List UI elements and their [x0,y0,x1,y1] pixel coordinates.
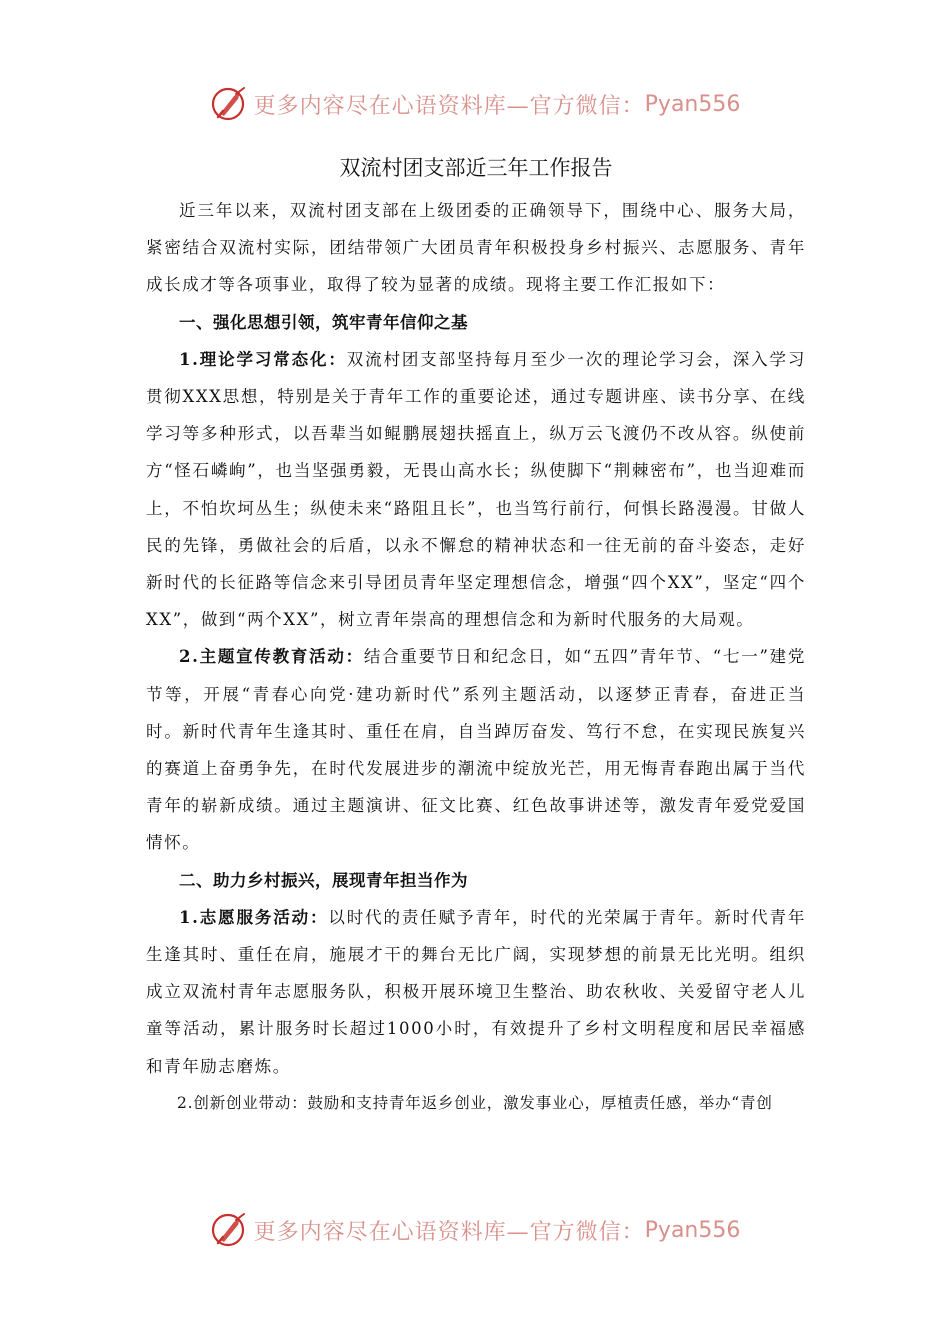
section-2-item-2: 2.创新创业带动：鼓励和支持青年返乡创业，激发事业心，厚植责任感，举办“青创 [177,1093,773,1112]
watermark-text: 更多内容尽在心语资料库—官方微信： [253,1219,645,1245]
watermark-text: 更多内容尽在心语资料库—官方微信： [253,93,645,119]
document-title: 双流村团支部近三年工作报告 [339,156,613,180]
section-1-item-1-lead: 1.理论学习常态化： [179,349,347,369]
watermark-id: Pyan556 [644,1217,741,1243]
watermark-footer [0,1208,950,1252]
document-body [146,150,806,1122]
section-1-item-2-body: 结合重要节日和纪念日，如“五四”青年节、“七一”建党节等，开展“青春心向党·建功新时代”系列主题活动，以逐梦正青春，奋进正当时。新时代青年生逢其时、重任在肩，自当踔厉奋发、笃行不怠，在实现民族复兴的赛道上奋勇争先，在时代发展进步的潮流中绽放光芒，用无悔青春跑出属于当代青年的崭新成绩。通过主题演讲、征文比赛、红色故事讲述等，激发青年爱党爱国情怀。 [146,647,807,853]
section-1-heading: 一、强化思想引领，筑牢青年信仰之基 [179,312,468,332]
pen-nib-icon [210,1210,250,1250]
section-1-item-1-body: 双流村团支部坚持每月至少一次的理论学习会，深入学习贯彻XXX思想，特别是关于青年工作的重要论述，通过专题讲座、读书分享、在线学习等多种形式，以吾辈当如鲲鹏展翅扶摇直上，纵万云飞渡仍不改从容。纵使前方“怪石嶙峋”，也当坚强勇毅，无畏山高水长；纵使脚下“荆棘密布”，也当迎难而上，不怕坎坷丛生；纵使未来“路阻且长”，也当笃行前行，何惧长路漫漫。甘做人民的先锋，勇做社会的后盾，以永不懈怠的精神状态和一往无前的奋斗姿态，走好新时代的长征路等信念来引导团员青年坚定理想信念，增强“四个XX”，坚定“四个XX”，做到“两个XX”，树立青年崇高的理想信念和为新时代服务的大局观。 [146,349,807,630]
section-1-item-2 [146,638,806,861]
watermark-id: Pyan556 [644,91,741,117]
section-1-item-1 [146,341,806,639]
section-2-item-1-lead: 1.志愿服务活动： [179,907,329,927]
pen-nib-icon [210,84,250,124]
section-2-item-1-body: 以时代的责任赋予青年，时代的光荣属于青年。新时代青年生逢其时、重任在肩，施展才干的舞台无比广阔，实现梦想的前景无比光明。组织成立双流村青年志愿服务队，积极开展环境卫生整治、助农秋收、关爱留守老人儿童等活动，累计服务时长超过1000小时，有效提升了乡村文明程度和居民幸福感和青年励志磨炼。 [146,907,806,1076]
section-2-item-1 [146,899,806,1085]
section-2-heading: 二、助力乡村振兴，展现青年担当作为 [179,870,468,890]
intro-paragraph: 近三年以来，双流村团支部在上级团委的正确领导下，围绕中心、服务大局，紧密结合双流村实际，团结带领广大团员青年积极投身乡村振兴、志愿服务、青年成长成才等各项事业，取得了较为显著的成绩。现将主要工作汇报如下： [146,201,806,295]
section-1-item-2-lead: 2.主题宣传教育活动： [179,647,364,667]
watermark-header [0,82,950,126]
